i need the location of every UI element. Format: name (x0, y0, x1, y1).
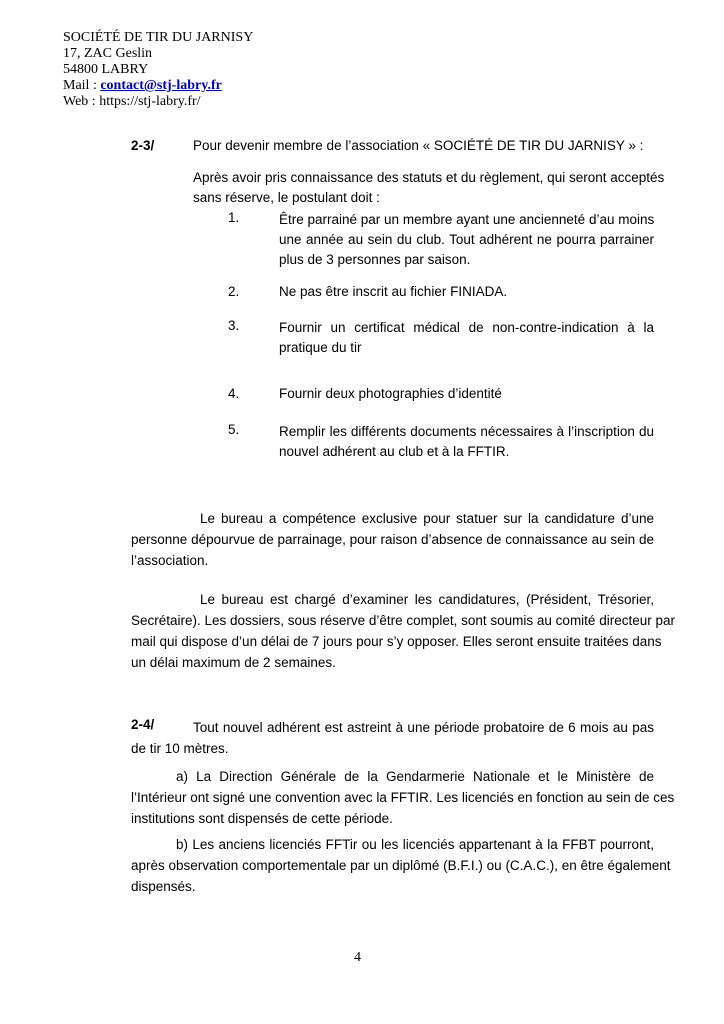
paragraph-line: personne dépourvue de parrainage, pour raison d’absence de connaissance au sein de (131, 532, 654, 547)
paragraph-line: Secrétaire). Les dossiers, sous réserve d’être complet, sont soumis au comité directeur par (131, 613, 675, 628)
section-number-2-4: 2-4/ (131, 717, 155, 732)
address-line-1: 17, ZAC Geslin (63, 46, 153, 61)
paragraph-2-4-a (131, 766, 675, 829)
item-line: Remplir les différents documents nécessaires à l’inscription du (279, 424, 654, 439)
paragraph-line: mail qui dispose d’un délai de 7 jours pour s’y opposer. Elles seront ensuite traitées dans (131, 634, 662, 649)
paragraph-line: a) La Direction Générale de la Gendarmerie Nationale et le Ministère de (176, 769, 654, 784)
section-number-2-3: 2-3/ (131, 138, 155, 153)
paragraph-2-4-b (131, 834, 671, 897)
paragraph-line: Tout nouvel adhérent est astreint à une période probatoire de 6 mois au pas (193, 720, 654, 735)
list-item-4: Fournir deux photographies d’identité (279, 386, 502, 401)
list-item-2: Ne pas être inscrit au fichier FINIADA. (279, 284, 508, 299)
item-number: 5. (228, 422, 240, 437)
list-item-3 (279, 318, 654, 358)
page-number: 4 (354, 950, 361, 965)
org-name: SOCIÉTÉ DE TIR DU JARNISY (63, 30, 254, 45)
paragraph-line: dispensés. (131, 879, 196, 894)
section-2-4-text (131, 717, 654, 759)
item-line: nouvel adhérent au club et à la FFTIR. (279, 444, 510, 459)
web-line: Web : https://stj-labry.fr/ (63, 94, 201, 109)
intro-line: sans réserve, le postulant doit : (193, 190, 380, 205)
item-line: Fournir un certificat médical de non-contre-indication à la (279, 320, 654, 335)
item-line: une année au sein du club. Tout adhérent ne pourra parrainer (279, 232, 654, 247)
paragraph-line: après observation comportementale par un diplômé (B.F.I.) ou (C.A.C.), en être également (131, 858, 671, 873)
paragraph-line: Le bureau a compétence exclusive pour statuer sur la candidature d’une (200, 511, 654, 526)
item-line: plus de 3 personnes par saison. (279, 252, 471, 267)
paragraph-line: institutions sont dispensés de cette période. (131, 811, 393, 826)
letterhead (63, 30, 253, 110)
intro-line: Après avoir pris connaissance des statuts et du règlement, qui seront acceptés (193, 170, 665, 185)
paragraph-line: de tir 10 mètres. (131, 741, 229, 756)
list-item-5 (279, 422, 654, 462)
paragraph-line: l’Intérieur ont signé une convention avec la FFTIR. Les licenciés en fonction au sein de ces (131, 790, 675, 805)
paragraph-line: l’association. (131, 553, 209, 568)
list-item-1 (279, 210, 654, 270)
mail-link[interactable]: contact@stj-labry.fr (100, 78, 222, 93)
intro-paragraph (193, 168, 665, 208)
paragraph-line: un délai maximum de 2 semaines. (131, 655, 336, 670)
paragraph-bureau-competence (131, 508, 654, 571)
mail-line (63, 78, 253, 94)
item-number: 4. (228, 386, 240, 401)
section-title-2-3: Pour devenir membre de l’association « SOCIÉTÉ DE TIR DU JARNISY » : (193, 138, 644, 153)
item-line: pratique du tir (279, 340, 362, 355)
address-line-2: 54800 LABRY (63, 62, 149, 77)
paragraph-line: Le bureau est chargé d’examiner les candidatures, (Président, Trésorier, (200, 592, 654, 607)
item-line: Être parrainé par un membre ayant une ancienneté d’au moins (279, 212, 655, 227)
paragraph-bureau-examen (131, 589, 675, 673)
item-number: 1. (228, 210, 240, 225)
paragraph-line: b) Les anciens licenciés FFTir ou les licenciés appartenant à la FFBT pourront, (176, 837, 654, 852)
item-number: 2. (228, 284, 240, 299)
mail-label: Mail : (63, 78, 101, 93)
item-number: 3. (228, 318, 240, 333)
